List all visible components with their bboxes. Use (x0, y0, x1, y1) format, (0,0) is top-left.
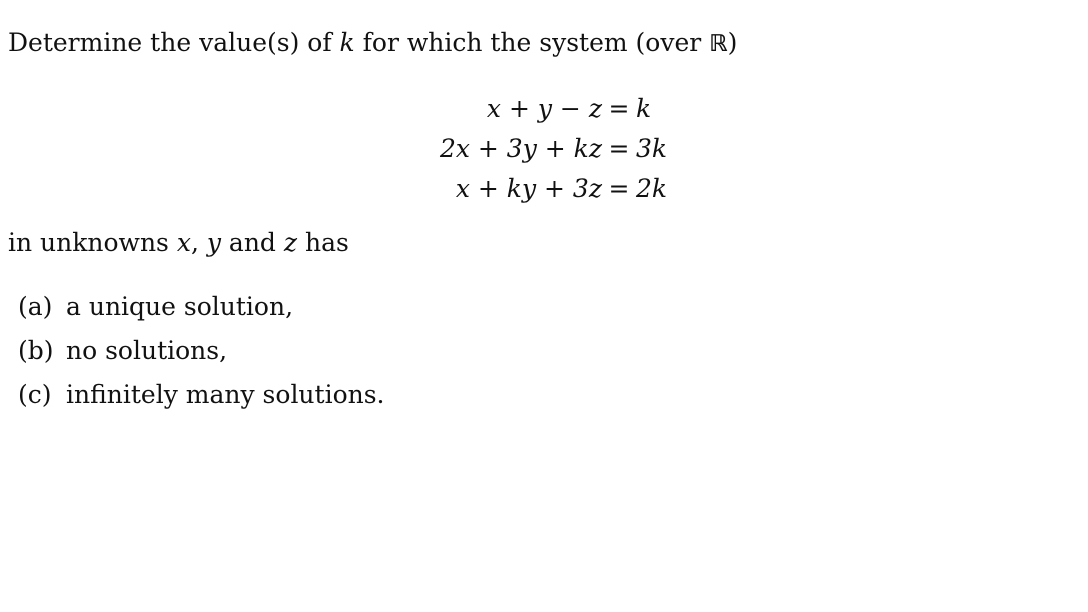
equation-lhs: x + ky + 3z (455, 173, 602, 203)
option-c (18, 372, 385, 416)
real-numbers-symbol: ℝ (709, 31, 728, 57)
equation-row-2 (420, 128, 680, 168)
option-label: (b) (18, 335, 54, 365)
intro-text-start: Determine the value(s) of (8, 28, 340, 57)
problem-intro (8, 28, 737, 59)
and-text: and (220, 228, 284, 257)
unknowns-statement (8, 228, 349, 258)
variable-z: z (283, 228, 298, 257)
intro-text-end: ) (727, 28, 738, 57)
option-text: a unique solution, (66, 291, 294, 321)
option-text: no solutions, (66, 335, 228, 365)
equals-sign: = (608, 93, 630, 123)
equals-sign: = (608, 173, 630, 203)
option-label: (c) (18, 379, 52, 409)
unknowns-text-start: in unknowns (8, 228, 177, 257)
equals-sign: = (608, 133, 630, 163)
equation-lhs: x + y − z (486, 93, 602, 123)
equation-rhs: k (636, 93, 652, 123)
option-label: (a) (18, 291, 53, 321)
unknowns-text-end: has (297, 228, 349, 257)
intro-text-middle: for which the system (over (354, 28, 710, 57)
answer-options-list (18, 284, 385, 416)
equation-row-1 (420, 88, 680, 128)
comma: , (190, 228, 207, 257)
equation-system (420, 88, 680, 208)
equation-row-3 (420, 168, 680, 208)
option-a (18, 284, 385, 328)
equation-rhs: 2k (636, 173, 668, 203)
intro-variable-k: k (339, 28, 355, 57)
variable-x: x (176, 228, 191, 257)
option-b (18, 328, 385, 372)
variable-y: y (206, 228, 221, 257)
equation-rhs: 3k (636, 133, 668, 163)
option-text: infinitely many solutions. (66, 379, 385, 409)
equation-lhs: 2x + 3y + kz (439, 133, 602, 163)
